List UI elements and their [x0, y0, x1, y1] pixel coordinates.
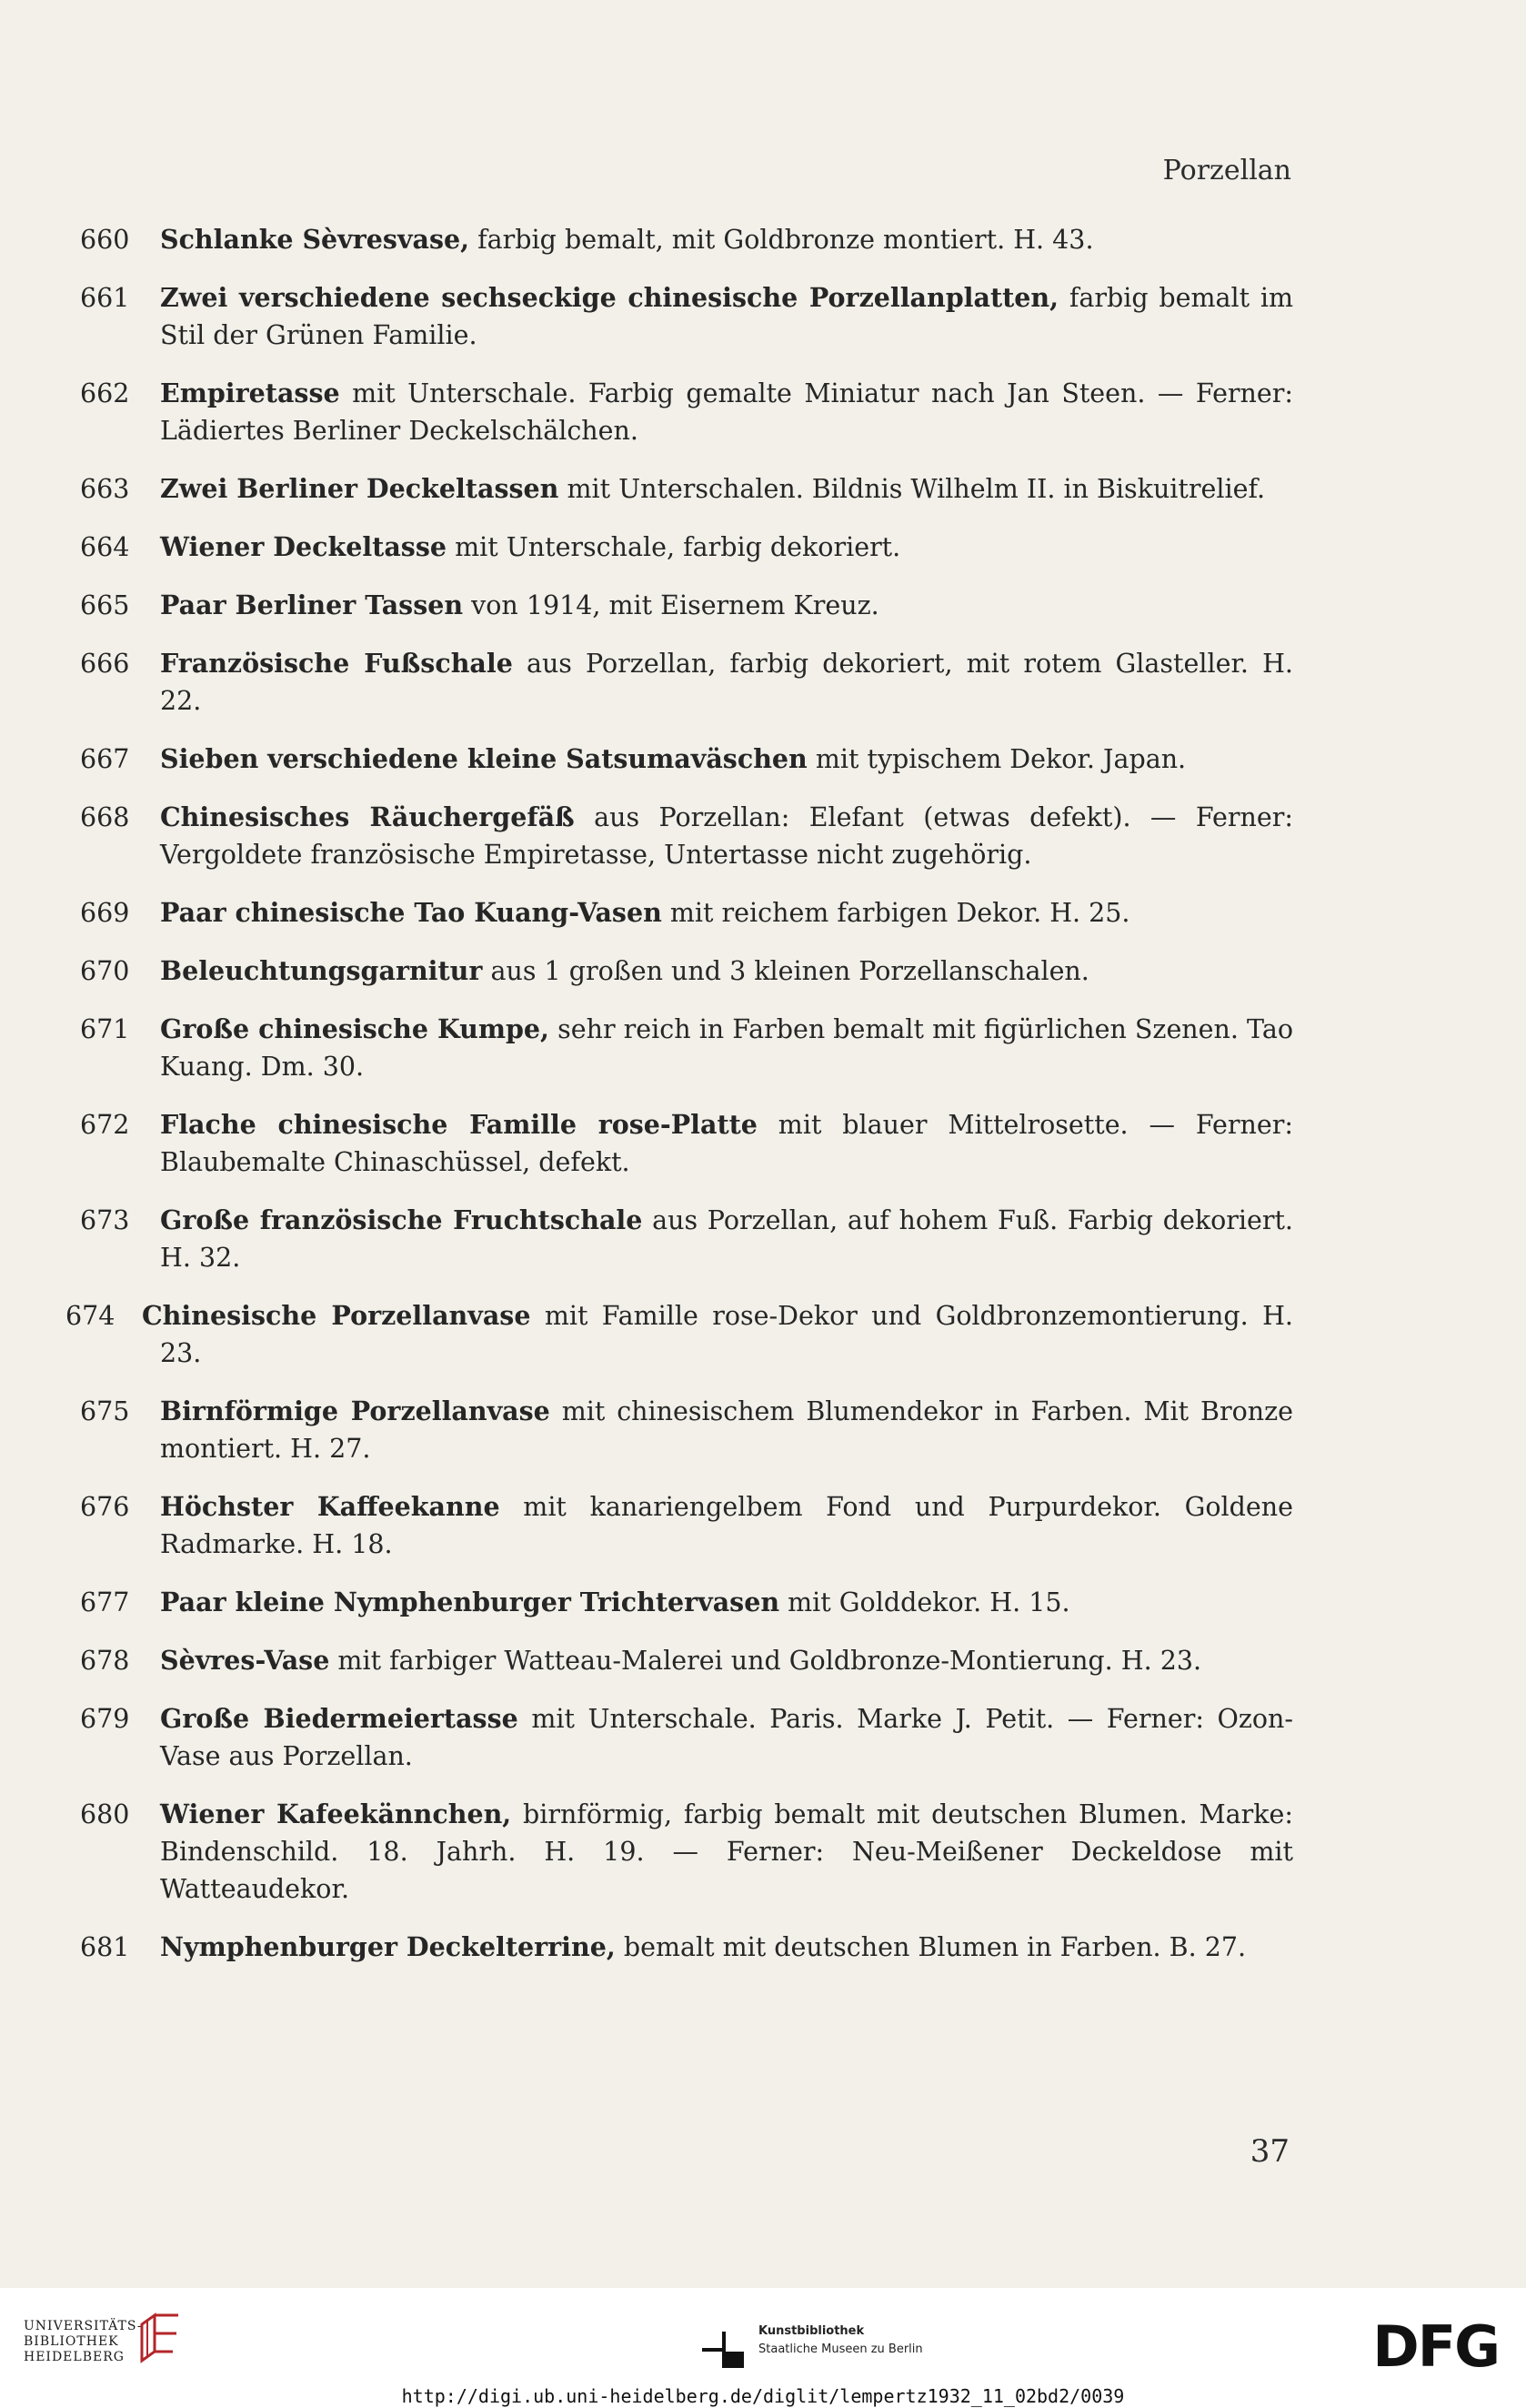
catalog-entry — [65, 952, 1293, 990]
entry-title: Chinesisches Räuchergefäß — [160, 801, 575, 832]
university-logo-icon — [136, 2312, 184, 2366]
university-library-label: UNIVERSITÄTS- BIBLIOTHEK HEIDELBERG — [24, 2319, 143, 2364]
entry-number: 678 — [80, 1646, 130, 1676]
catalog-entry — [65, 645, 1293, 720]
entry-number: 677 — [80, 1587, 130, 1617]
entry-title: Paar kleine Nymphenburger Trichtervasen — [160, 1587, 780, 1617]
entry-description: mit Famille rose-Dekor und Goldbronzemontierung. H. 23. — [160, 1301, 1293, 1368]
kunstbibliothek-label: Kunstbibliothek Staatliche Museen zu Berlin — [758, 2324, 923, 2356]
catalog-entry — [65, 894, 1293, 932]
catalog-entry — [65, 799, 1293, 873]
entry-number: 681 — [80, 1932, 130, 1962]
entry-title: Beleuchtungsgarnitur — [160, 955, 483, 986]
catalog-entry — [65, 1106, 1293, 1181]
entry-description: mit Golddekor. H. 15. — [779, 1587, 1070, 1617]
entry-title: Chinesische Porzellanvase — [142, 1300, 531, 1331]
entry-title: Zwei Berliner Deckeltassen — [160, 473, 559, 504]
entry-description: farbig bemalt, mit Goldbronze montiert. H. 43. — [469, 225, 1094, 255]
entry-description: von 1914, mit Eisernem Kreuz. — [463, 590, 879, 620]
catalog-entry — [65, 741, 1293, 778]
entry-number: 664 — [80, 532, 130, 562]
entry-number: 661 — [80, 283, 130, 313]
entry-description: aus Porzellan, farbig dekoriert, mit rotem Glasteller. H. 22. — [160, 649, 1293, 716]
entry-number: 672 — [80, 1110, 130, 1140]
entry-description: mit kanariengelbem Fond und Purpurdekor. Goldene Radmarke. H. 18. — [160, 1492, 1293, 1559]
entry-number: 680 — [80, 1799, 130, 1829]
catalog-entries — [65, 221, 1293, 1987]
catalog-entry — [65, 279, 1293, 354]
entry-description: mit farbiger Watteau-Malerei und Goldbronze-Montierung. H. 23. — [329, 1646, 1202, 1676]
entry-title: Flache chinesische Famille rose-Platte — [160, 1109, 758, 1140]
entry-description: aus Porzellan, auf hohem Fuß. Farbig dekoriert. H. 32. — [160, 1205, 1293, 1273]
catalog-entry — [65, 1393, 1293, 1467]
entry-description: aus 1 großen und 3 kleinen Porzellanschalen. — [482, 956, 1089, 986]
catalog-entry — [65, 1700, 1293, 1775]
entry-title: Große chinesische Kumpe, — [160, 1013, 549, 1044]
catalog-entry — [65, 1297, 1293, 1372]
entry-description: mit chinesischem Blumendekor in Farben. Mit Bronze montiert. H. 27. — [160, 1396, 1293, 1464]
entry-title: Zwei verschiedene sechseckige chinesische Porzellanplatten, — [160, 282, 1059, 313]
catalog-entry — [65, 1011, 1293, 1085]
entry-description: bemalt mit deutschen Blumen in Farben. B. 27. — [615, 1932, 1247, 1962]
catalog-entry — [65, 587, 1293, 624]
entry-description: sehr reich in Farben bemalt mit figürlichen Szenen. Tao Kuang. Dm. 30. — [160, 1014, 1293, 1082]
entry-number: 669 — [80, 898, 130, 928]
entry-title: Birnförmige Porzellanvase — [160, 1395, 550, 1426]
entry-description: mit Unterschale. Farbig gemalte Miniatur nach Jan Steen. — Ferner: Lädiertes Berliner Deckelschälchen. — [160, 378, 1293, 446]
entry-number: 663 — [80, 474, 130, 504]
kunstbibliothek-logo-icon — [698, 2324, 748, 2372]
source-url[interactable]: http://digi.ub.uni-heidelberg.de/diglit/lempertz1932_11_02bd2/0039 — [401, 2385, 1125, 2407]
entry-title: Französische Fußschale — [160, 648, 513, 679]
entry-number: 666 — [80, 649, 130, 679]
entry-title: Paar chinesische Tao Kuang-Vasen — [160, 897, 662, 928]
entry-title: Sèvres-Vase — [160, 1645, 330, 1676]
entry-number: 673 — [80, 1205, 130, 1235]
entry-title: Paar Berliner Tassen — [160, 589, 464, 620]
catalog-entry — [65, 221, 1293, 258]
entry-description: aus Porzellan: Elefant (etwas defekt). — Ferner: Vergoldete französische Empiretasse, Untertasse nicht zugehörig. — [160, 802, 1293, 870]
entry-title: Empiretasse — [160, 378, 340, 408]
entry-title: Höchster Kaffeekanne — [160, 1491, 500, 1522]
entry-description: mit reichem farbigen Dekor. H. 25. — [661, 898, 1130, 928]
entry-number: 674 — [65, 1301, 115, 1331]
entry-description: mit typischem Dekor. Japan. — [807, 744, 1187, 774]
entry-description: mit Unterschale, farbig dekoriert. — [447, 532, 901, 562]
entry-title: Große Biedermeiertasse — [160, 1703, 518, 1734]
entry-description: mit blauer Mittelrosette. — Ferner: Blaubemalte Chinaschüssel, defekt. — [160, 1110, 1293, 1177]
entry-number: 679 — [80, 1704, 130, 1734]
entry-number: 668 — [80, 802, 130, 832]
entry-number: 665 — [80, 590, 130, 620]
page-number: 37 — [1250, 2133, 1290, 2170]
catalog-entry — [65, 1584, 1293, 1621]
entry-title: Schlanke Sèvresvase, — [160, 224, 470, 255]
catalog-entry — [65, 529, 1293, 566]
entry-title: Wiener Deckeltasse — [160, 531, 447, 562]
catalog-entry — [65, 375, 1293, 449]
entry-number: 670 — [80, 956, 130, 986]
catalog-entry — [65, 470, 1293, 508]
entry-number: 660 — [80, 225, 130, 255]
catalog-entry — [65, 1202, 1293, 1276]
entry-number: 676 — [80, 1492, 130, 1522]
entry-description: farbig bemalt im Stil der Grünen Familie. — [160, 283, 1294, 350]
entry-number: 662 — [80, 378, 130, 408]
entry-description: mit Unterschalen. Bildnis Wilhelm II. in Biskuitrelief. — [558, 474, 1266, 504]
dfg-logo: DFG — [1372, 2313, 1499, 2380]
catalog-entry — [65, 1796, 1293, 1908]
section-header: Porzellan — [1162, 155, 1291, 186]
entry-description: mit Unterschale. Paris. Marke J. Petit. — Ferner: Ozon-Vase aus Porzellan. — [160, 1704, 1293, 1771]
catalog-entry — [65, 1929, 1293, 1966]
entry-title: Sieben verschiedene kleine Satsumaväschen — [160, 743, 808, 774]
entry-number: 667 — [80, 744, 130, 774]
catalog-entry — [65, 1642, 1293, 1679]
entry-number: 675 — [80, 1396, 130, 1426]
entry-title: Große französische Fruchtschale — [160, 1204, 643, 1235]
catalog-entry — [65, 1488, 1293, 1563]
entry-description: birnförmig, farbig bemalt mit deutschen Blumen. Marke: Bindenschild. 18. Jahrh. H. 19. — Ferner: Neu-Meißener Deckeldose mit Watteaudekor. — [160, 1799, 1293, 1904]
entry-number: 671 — [80, 1014, 130, 1044]
entry-title: Nymphenburger Deckelterrine, — [160, 1931, 616, 1962]
entry-title: Wiener Kafeekännchen, — [160, 1798, 512, 1829]
footer-bar — [0, 2288, 1526, 2408]
